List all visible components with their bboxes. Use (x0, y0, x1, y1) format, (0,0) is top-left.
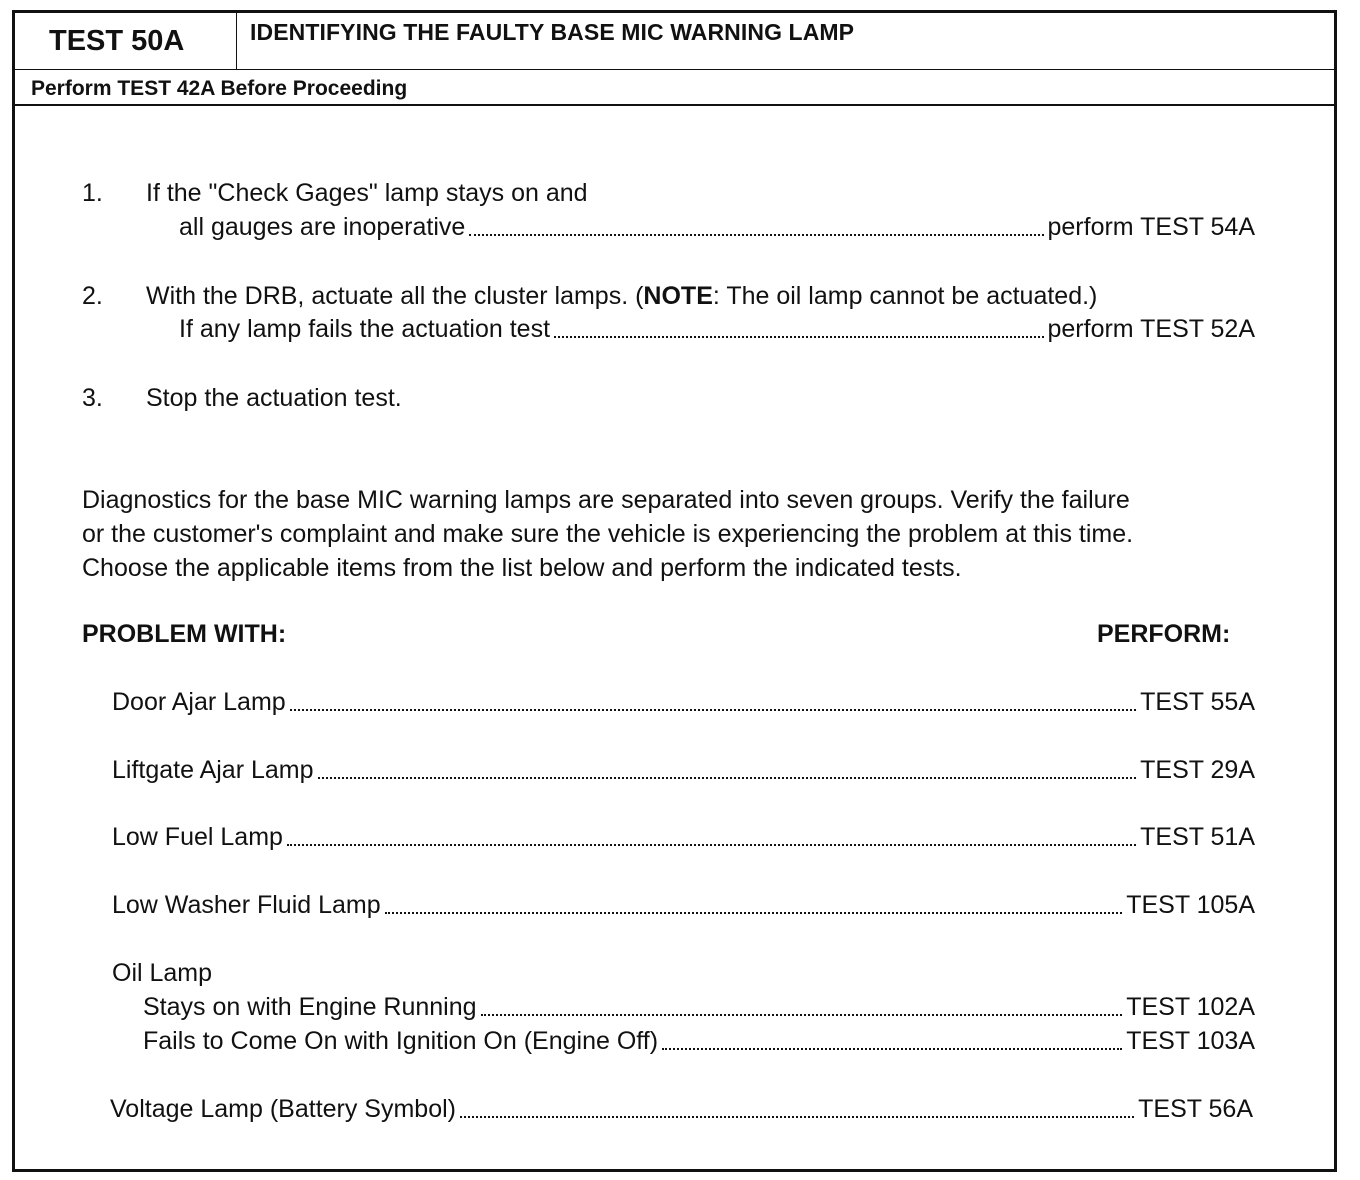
dot-leader (318, 777, 1137, 779)
step-2-text-pre: With the DRB, actuate all the cluster lamps. ( (146, 282, 644, 310)
column-problem-header: PROBLEM WITH: (82, 620, 287, 648)
step-2-text (146, 281, 1097, 311)
perform-test: TEST 29A (1140, 756, 1255, 784)
problem-label: Low Fuel Lamp (112, 823, 283, 851)
test-sheet (12, 10, 1337, 1172)
step-2-number: 2. (82, 282, 103, 310)
perform-test: TEST 51A (1140, 823, 1255, 851)
paragraph-line-3: Choose the applicable items from the list below and perform the indicated tests. (82, 554, 962, 582)
step-1-result-row (179, 212, 1255, 242)
table-row (143, 992, 1255, 1022)
paragraph-line-1: Diagnostics for the base MIC warning lamps are separated into seven groups. Verify the failure (82, 486, 1130, 514)
table-row (143, 1026, 1255, 1056)
problem-label: Stays on with Engine Running (143, 993, 477, 1021)
problem-label: Liftgate Ajar Lamp (112, 756, 314, 784)
paragraph-line-2: or the customer's complaint and make sure the vehicle is experiencing the problem at this time. (82, 520, 1134, 548)
dot-leader (287, 844, 1136, 846)
dot-leader (469, 234, 1043, 236)
problem-label: Door Ajar Lamp (112, 688, 286, 716)
step-1-number: 1. (82, 179, 103, 207)
step-2-note-label: NOTE (643, 282, 713, 310)
table-row (112, 687, 1255, 717)
table-row (112, 890, 1255, 920)
dot-leader (481, 1014, 1123, 1016)
oil-lamp-heading: Oil Lamp (112, 959, 213, 987)
step-1-result: perform TEST 54A (1047, 213, 1255, 241)
dot-leader (460, 1116, 1134, 1118)
step-3-text: Stop the actuation test. (146, 384, 402, 412)
prerequisite-row (15, 70, 1334, 106)
problem-label: Low Washer Fluid Lamp (112, 891, 381, 919)
test-title: IDENTIFYING THE FAULTY BASE MIC WARNING LAMP (250, 19, 855, 45)
column-perform-header: PERFORM: (1097, 620, 1231, 648)
problem-label: Fails to Come On with Ignition On (Engine Off) (143, 1027, 659, 1055)
dot-leader (554, 336, 1043, 338)
step-2-condition: If any lamp fails the actuation test (179, 315, 551, 343)
dot-leader (290, 709, 1136, 711)
perform-test: TEST 55A (1140, 688, 1255, 716)
dot-leader (385, 912, 1123, 914)
problem-label: Voltage Lamp (Battery Symbol) (110, 1095, 456, 1123)
step-2-result-row (179, 314, 1255, 344)
perform-test: TEST 56A (1138, 1095, 1253, 1123)
table-row (110, 1094, 1253, 1124)
perform-test: TEST 102A (1126, 993, 1255, 1021)
table-row (112, 755, 1255, 785)
step-1-condition: all gauges are inoperative (179, 213, 466, 241)
step-2-text-post: : The oil lamp cannot be actuated.) (712, 282, 1098, 310)
perform-test: TEST 105A (1126, 891, 1255, 919)
dot-leader (662, 1048, 1122, 1050)
step-3-number: 3. (82, 384, 103, 412)
table-row (112, 822, 1255, 852)
header-row (15, 13, 1334, 70)
step-2-result: perform TEST 52A (1047, 315, 1255, 343)
test-id: TEST 50A (15, 13, 237, 69)
prerequisite-note: Perform TEST 42A Before Proceeding (31, 77, 408, 100)
perform-test: TEST 103A (1126, 1027, 1255, 1055)
step-1-text: If the "Check Gages" lamp stays on and (146, 179, 588, 207)
